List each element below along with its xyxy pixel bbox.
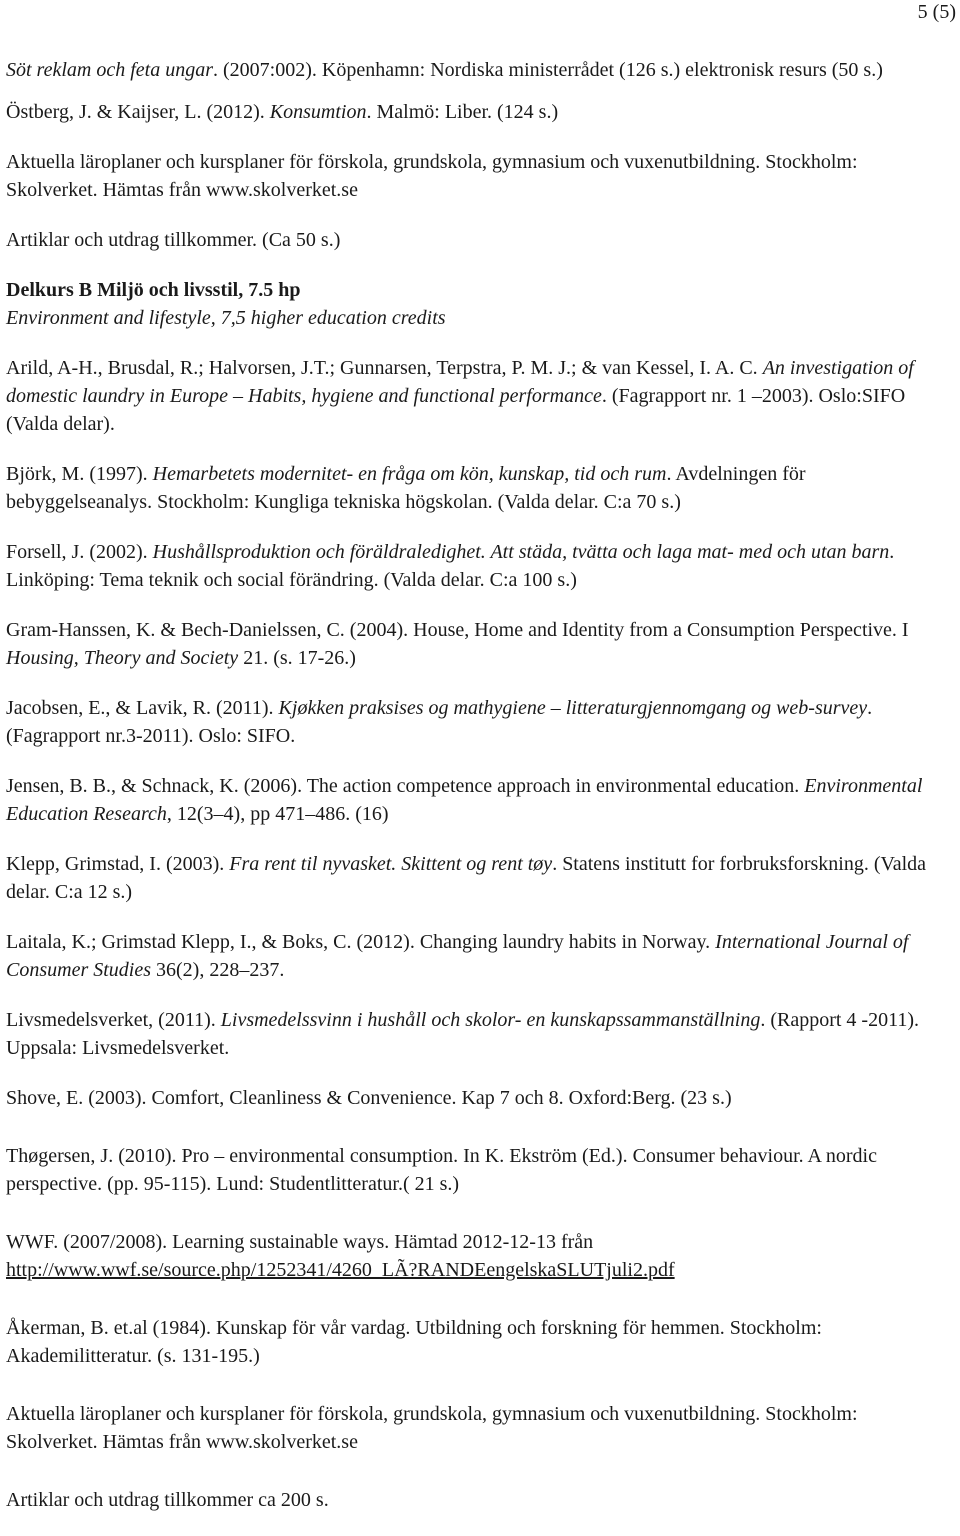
reference-entry [6,538,954,594]
reference-text: Artiklar och utdrag tillkommer ca 200 s. [6,1489,329,1511]
reference-entry [6,148,954,204]
reference-text: Arild, A-H., Brusdal, R.; Halvorsen, J.T.; Gunnarsen, Terpstra, P. M. J.; & van Kessel, I. A. C. [6,357,763,379]
section-subtitle: Environment and lifestyle, 7,5 higher education credits [6,307,446,329]
reference-text: Artiklar och utdrag tillkommer. (Ca 50 s.) [6,229,341,251]
reference-text: . (Fagrapport nr.3-2011). Oslo: SIFO. [6,697,873,747]
reference-entry [6,1142,954,1198]
reference-text: Aktuella läroplaner och kursplaner för förskola, grundskola, gymnasium och vuxenutbildning. Stockholm: Skolverket. Hämtas från www.skolverket.se [6,151,858,201]
reference-entry [6,354,954,438]
reference-title: Hemarbetets modernitet- en fråga om kön, kunskap, tid och rum [152,463,667,485]
reference-text: Östberg, J. & Kaijser, L. (2012). [6,101,270,123]
reference-title: Environmental Education Research [6,775,923,825]
reference-entry [6,772,954,828]
reference-text: . Avdelningen för bebyggelseanalys. Stockholm: Kungliga tekniska högskolan. (Valda delar. C:a 70 s.) [6,463,806,513]
reference-entry [6,1400,954,1456]
reference-entry [6,694,954,750]
reference-text: Jensen, B. B., & Schnack, K. (2006). The action competence approach in environmental education. [6,775,805,797]
page-number: 5 (5) [917,1,956,23]
reference-entry [6,616,954,672]
reference-text: . Statens institutt for forbruksforskning. (Valda delar. C:a 12 s.) [6,853,927,903]
reference-entry [6,928,954,984]
reference-text: Jacobsen, E., & Lavik, R. (2011). [6,697,279,719]
reference-text: Åkerman, B. et.al (1984). Kunskap för vår vardag. Utbildning och forskning för hemmen. Stockholm: Akademilitteratur. (s. 131-195.) [6,1317,822,1367]
reference-entry [6,1084,954,1112]
reference-text: Gram-Hanssen, K. & Bech-Danielssen, C. (2004). House, Home and Identity from a Consumption Perspective. I [6,619,909,641]
section-heading [6,276,954,332]
reference-text: . Malmö: Liber. (124 s.) [366,101,559,123]
reference-title: Söt reklam och feta ungar [6,59,214,81]
reference-title: International Journal of Consumer Studies [6,931,909,981]
reference-text: . Linköping: Tema teknik och social förändring. (Valda delar. C:a 100 s.) [6,541,895,591]
reference-text: Björk, M. (1997). [6,463,153,485]
reference-entry [6,850,954,906]
reference-list [6,56,954,1536]
reference-text: . (2007:002). Köpenhamn: Nordiska ministerrådet (126 s.) elektronisk resurs (50 s.) [213,59,883,81]
reference-title: Kjøkken praksises og mathygiene – litteraturgjennomgang og web-survey [278,697,868,719]
reference-title: An investigation of domestic laundry in Europe – Habits, hygiene and functional performance [6,357,914,407]
reference-text: Forsell, J. (2002). [6,541,153,563]
reference-entry [6,1486,954,1514]
reference-title: Hushållsproduktion och föräldraledighet. Att städa, tvätta och laga mat- med och utan barn [152,541,890,563]
reference-text: Klepp, Grimstad, I. (2003). [6,853,230,875]
reference-text: Livsmedelsverket, (2011). [6,1009,221,1031]
reference-text: , 12(3–4), pp 471–486. (16) [166,803,389,825]
reference-title: Konsumtion [269,101,367,123]
reference-title: Livsmedelssvinn i hushåll och skolor- en kunskapssammanställning [220,1009,761,1031]
reference-entry [6,1006,954,1062]
reference-text: Shove, E. (2003). Comfort, Cleanliness & Convenience. Kap 7 och 8. Oxford:Berg. (23 s.) [6,1087,732,1109]
reference-entry [6,56,954,84]
reference-link[interactable]: http://www.wwf.se/source.php/1252341/4260_LÃ?RANDEengelskaSLUTjuli2.pdf [6,1259,675,1281]
reference-text: . (Fagrapport nr. 1 –2003). Oslo:SIFO (Valda delar). [6,385,906,435]
reference-text: . (Rapport 4 -2011). Uppsala: Livsmedelsverket. [6,1009,919,1059]
reference-text: Thøgersen, J. (2010). Pro – environmental consumption. In K. Ekström (Ed.). Consumer behaviour. A nordic perspective. (pp. 95-115). Lund: Studentlitteratur.( 21 s.) [6,1145,877,1195]
reference-entry [6,460,954,516]
reference-text: Aktuella läroplaner och kursplaner för förskola, grundskola, gymnasium och vuxenutbildning. Stockholm: Skolverket. Hämtas från www.skolverket.se [6,1403,858,1453]
reference-text: 21. (s. 17-26.) [238,647,356,669]
reference-title: Fra rent til nyvasket. Skittent og rent tøy [229,853,553,875]
reference-entry [6,1314,954,1370]
reference-text: WWF. (2007/2008). Learning sustainable ways. Hämtad 2012-12-13 från [6,1231,594,1253]
section-title: Delkurs B Miljö och livsstil, 7.5 hp [6,279,301,301]
reference-title: Housing, Theory and Society [6,647,239,669]
reference-entry [6,226,954,254]
reference-text: Laitala, K.; Grimstad Klepp, I., & Boks, C. (2012). Changing laundry habits in Norway. [6,931,716,953]
reference-entry [6,1228,954,1284]
reference-entry [6,98,954,126]
reference-text: 36(2), 228–237. [151,959,285,981]
